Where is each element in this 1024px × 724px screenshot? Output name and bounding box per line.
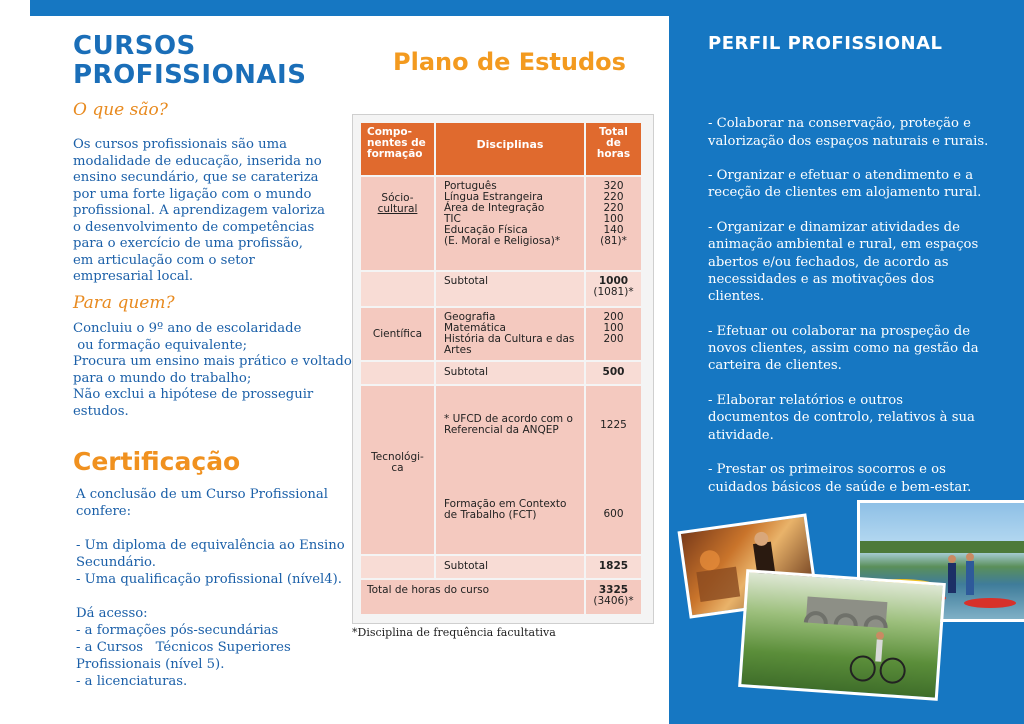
cientifica-subtotal-empty (361, 362, 434, 384)
tecnologica-horas: 1225 600 (586, 386, 641, 554)
total-horas-value: 3325 (3406)* (586, 580, 641, 614)
cycling-photo-art (741, 572, 942, 697)
socio-subtotal-value: 1000 (1081)* (586, 272, 641, 306)
para-quem-text: Concluiu o 9º ano de escolaridade ou formação equivalente; Procura um ensino mais prático e voltado para o mundo do trabalho; Não exclui a hipótese de prosseguir estudos. (73, 321, 352, 419)
study-plan-table (352, 114, 654, 624)
componente-cientifica: Científica (361, 308, 434, 360)
top-accent-bar (30, 0, 670, 16)
socio-subtotal-label: Subtotal (436, 272, 584, 306)
header-total-horas: Total de horas (586, 123, 641, 175)
tecnologica-disciplinas: * UFCD de acordo com o Referencial da ANQEP Formação em Contexto de Trabalho (FCT) (436, 386, 584, 554)
o-que-sao-text: Os cursos profissionais são uma modalidade de educação, inserida no ensino secundário, que se carateriza por uma forte ligação com o mundo profissional. A aprendizagem valoriza o desenvolvimento de competências para o exercício de uma profissão, em articulação com o setor empresarial local. (73, 137, 325, 284)
para-quem-heading: Para quem? (73, 293, 175, 313)
cycling-photo (738, 569, 946, 701)
cientifica-subtotal-value: 500 (586, 362, 641, 384)
header-disciplinas: Disciplinas (436, 123, 584, 175)
title-line: PROFISSIONAIS (73, 60, 307, 90)
socio-horas: 320 220 220 100 140 (81)* (586, 177, 641, 270)
certificacao-text: A conclusão de um Curso Profissional confere: - Um diploma de equivalência ao Ensino Secundário. - Uma qualificação profissional (nível4). Dá acesso: - a formações pós-secundárias - a Cursos Técnicos Superiores Profissionais (nível 5). - a licenciaturas. (76, 487, 345, 689)
tecnologica-subtotal-empty (361, 556, 434, 578)
perfil-heading: PERFIL PROFISSIONAL (708, 33, 943, 54)
perfil-list: - Colaborar na conservação, proteção e valorização dos espaços naturais e rurais. - Organizar e efetuar o atendimento e a receção de clientes em alojamento rural. - Organizar e dinamizar atividades de animação ambiental e rural, em espaços abertos e/ou fechados, de acordo as necessidades e as motivações dos clientes. - Efetuar ou colaborar na prospeção de novos clientes, assim como na gestão da carteira de clientes. - Elaborar relatórios e outros documentos de controlo, relativos à sua atividade. - Prestar os primeiros socorros e os cuidados básicos de saúde e bem-estar. (708, 116, 989, 495)
certificacao-heading: Certificação (73, 447, 241, 476)
tecnologica-subtotal-label: Subtotal (436, 556, 584, 578)
o-que-sao-heading: O que são? (73, 100, 168, 120)
tecnologica-subtotal-value: 1825 (586, 556, 641, 578)
plano-de-estudos-heading: Plano de Estudos (393, 48, 626, 76)
title-line: CURSOS (73, 31, 196, 61)
cientifica-horas: 200 100 200 (586, 308, 641, 360)
header-componentes: Compo- nentes de formação (361, 123, 434, 175)
socio-subtotal-empty (361, 272, 434, 306)
cientifica-disciplinas: Geografia Matemática História da Cultura e das Artes (436, 308, 584, 360)
componente-socio-cultural: Sócio- cultural (361, 177, 434, 270)
componente-tecnologica: Tecnológi- ca (361, 386, 434, 554)
total-horas-label: Total de horas do curso (361, 580, 584, 614)
page-title (73, 32, 306, 90)
socio-disciplinas: Português Língua Estrangeira Área de Integração TIC Educação Física (E. Moral e Religiosa)* (436, 177, 584, 270)
footnote: *Disciplina de frequência facultativa (352, 626, 556, 639)
cientifica-subtotal-label: Subtotal (436, 362, 584, 384)
